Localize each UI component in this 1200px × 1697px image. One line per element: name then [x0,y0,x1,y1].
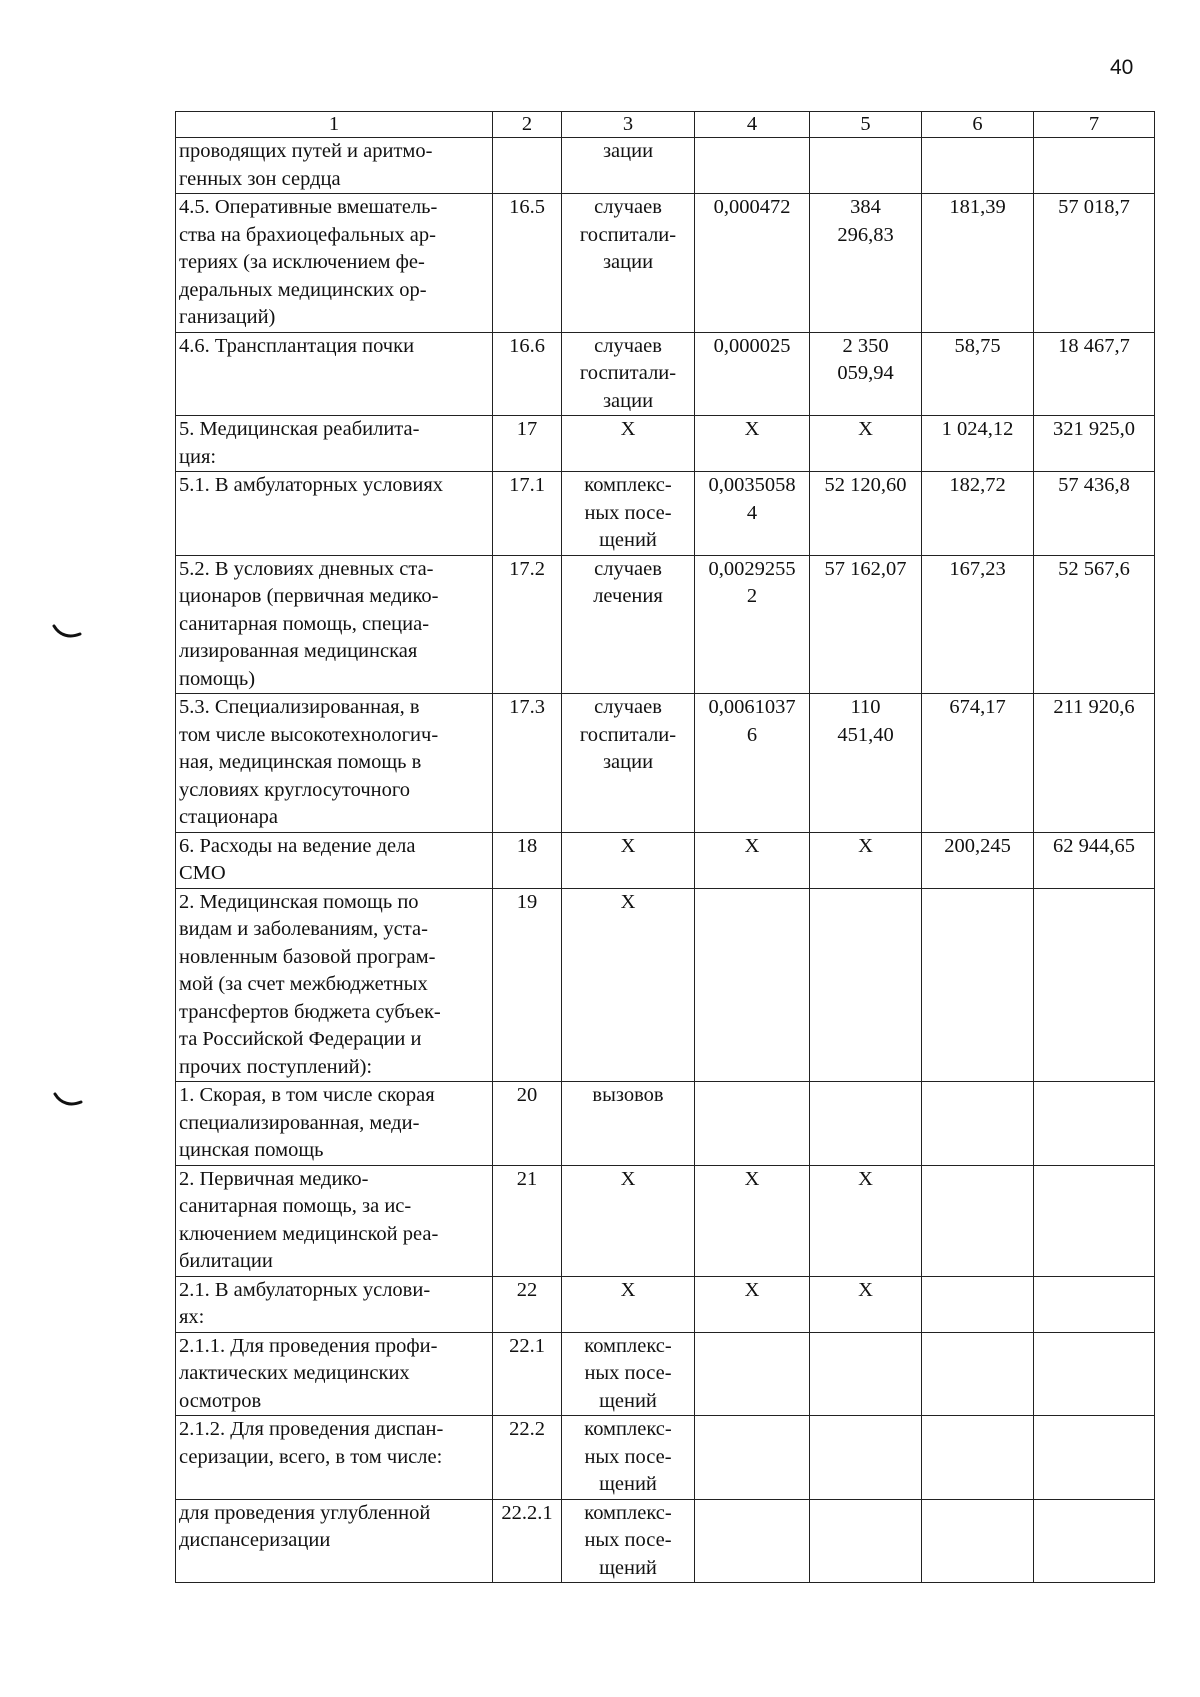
total-cell [1034,1165,1155,1276]
column-header: 1 [176,112,493,138]
row-name-cell: проводящих путей и аритмо- генных зон сердца [176,138,493,194]
cost-norm-cell [810,138,922,194]
column-header: 4 [695,112,810,138]
table-row [176,1499,1155,1583]
unit-cell: X [562,1165,695,1276]
volume-norm-cell: X [695,832,810,888]
row-code-cell: 16.6 [493,332,562,416]
row-code-cell: 19 [493,888,562,1082]
volume-norm-cell: 0,0029255 2 [695,555,810,694]
total-cell: 57 018,7 [1034,194,1155,333]
total-cell: 321 925,0 [1034,416,1155,472]
table-row [176,1082,1155,1166]
per-capita-cell [922,1276,1034,1332]
per-capita-cell: 674,17 [922,694,1034,833]
total-cell [1034,1499,1155,1583]
row-name-cell: 2.1.2. Для проведения диспан- серизации, всего, в том числе: [176,1416,493,1500]
volume-norm-cell [695,1082,810,1166]
total-cell: 18 467,7 [1034,332,1155,416]
volume-norm-cell: 0,0035058 4 [695,472,810,556]
row-name-cell: 2.1. В амбулаторных услови- ях: [176,1276,493,1332]
unit-cell: случаев лечения [562,555,695,694]
unit-cell: комплекс- ных посе- щений [562,1332,695,1416]
volume-norm-cell [695,1416,810,1500]
per-capita-cell: 200,245 [922,832,1034,888]
volume-norm-cell: X [695,1165,810,1276]
total-cell: 57 436,8 [1034,472,1155,556]
unit-cell: зации [562,138,695,194]
table-row [176,694,1155,833]
row-name-cell: 1. Скорая, в том числе скорая специализированная, меди- цинская помощь [176,1082,493,1166]
cost-norm-cell [810,1499,922,1583]
cost-norm-cell: 2 350 059,94 [810,332,922,416]
row-name-cell: для проведения углубленной диспансеризации [176,1499,493,1583]
volume-norm-cell: X [695,1276,810,1332]
row-code-cell: 21 [493,1165,562,1276]
row-code-cell: 22 [493,1276,562,1332]
per-capita-cell [922,138,1034,194]
data-table [175,111,1155,1583]
unit-cell: комплекс- ных посе- щений [562,1499,695,1583]
scan-mark-icon [52,622,82,640]
row-name-cell: 5. Медицинская реабилита- ция: [176,416,493,472]
table-row [176,472,1155,556]
unit-cell: вызовов [562,1082,695,1166]
cost-norm-cell: X [810,1165,922,1276]
unit-cell: X [562,888,695,1082]
row-code-cell: 17.2 [493,555,562,694]
unit-cell: X [562,416,695,472]
per-capita-cell [922,1332,1034,1416]
row-code-cell: 17.3 [493,694,562,833]
cost-norm-cell: 52 120,60 [810,472,922,556]
total-cell [1034,1082,1155,1166]
row-code-cell: 17 [493,416,562,472]
row-name-cell: 6. Расходы на ведение дела СМО [176,832,493,888]
volume-norm-cell: 0,000472 [695,194,810,333]
row-name-cell: 2. Медицинская помощь по видам и заболеваниям, уста- новленным базовой програм- мой (за счет межбюджетных трансфертов бюджета субъек- та Российской Федерации и прочих поступлений): [176,888,493,1082]
unit-cell: X [562,1276,695,1332]
cost-norm-cell: X [810,416,922,472]
cost-norm-cell [810,1082,922,1166]
per-capita-cell: 58,75 [922,332,1034,416]
volume-norm-cell: X [695,416,810,472]
column-header: 6 [922,112,1034,138]
row-code-cell: 20 [493,1082,562,1166]
cost-norm-cell: 57 162,07 [810,555,922,694]
row-code-cell: 18 [493,832,562,888]
row-name-cell: 4.6. Трансплантация почки [176,332,493,416]
total-cell [1034,1416,1155,1500]
cost-norm-cell [810,1332,922,1416]
total-cell [1034,888,1155,1082]
scan-mark-icon [53,1090,83,1108]
table-row [176,555,1155,694]
column-header: 7 [1034,112,1155,138]
table-row [176,332,1155,416]
volume-norm-cell [695,1499,810,1583]
table-row [176,194,1155,333]
table-row [176,1332,1155,1416]
cost-norm-cell: 384 296,83 [810,194,922,333]
total-cell [1034,1332,1155,1416]
table-row [176,416,1155,472]
row-name-cell: 5.2. В условиях дневных ста- ционаров (первичная медико- санитарная помощь, специа- лизированная медицинская помощь) [176,555,493,694]
unit-cell: X [562,832,695,888]
column-header: 3 [562,112,695,138]
volume-norm-cell [695,888,810,1082]
cost-norm-cell [810,888,922,1082]
per-capita-cell [922,888,1034,1082]
total-cell: 62 944,65 [1034,832,1155,888]
row-code-cell [493,138,562,194]
per-capita-cell [922,1416,1034,1500]
cost-norm-cell: X [810,1276,922,1332]
row-name-cell: 2. Первичная медико- санитарная помощь, за ис- ключением медицинской реа- билитации [176,1165,493,1276]
table-row [176,888,1155,1082]
cost-norm-cell: X [810,832,922,888]
unit-cell: комплекс- ных посе- щений [562,472,695,556]
row-code-cell: 22.2 [493,1416,562,1500]
per-capita-cell [922,1082,1034,1166]
table-row [176,1416,1155,1500]
unit-cell: комплекс- ных посе- щений [562,1416,695,1500]
volume-norm-cell: 0,000025 [695,332,810,416]
column-header: 5 [810,112,922,138]
per-capita-cell: 1 024,12 [922,416,1034,472]
row-name-cell: 2.1.1. Для проведения профи- лактических медицинских осмотров [176,1332,493,1416]
row-code-cell: 16.5 [493,194,562,333]
row-name-cell: 5.1. В амбулаторных условиях [176,472,493,556]
volume-norm-cell [695,138,810,194]
total-cell [1034,1276,1155,1332]
per-capita-cell [922,1499,1034,1583]
table-row [176,1276,1155,1332]
row-code-cell: 22.1 [493,1332,562,1416]
row-code-cell: 17.1 [493,472,562,556]
row-name-cell: 4.5. Оперативные вмешатель- ства на брахиоцефальных ар- териях (за исключением фе- деральных медицинских ор- ганизаций) [176,194,493,333]
table-row [176,1165,1155,1276]
cost-norm-cell: 110 451,40 [810,694,922,833]
per-capita-cell: 167,23 [922,555,1034,694]
row-name-cell: 5.3. Специализированная, в том числе высокотехнологич- ная, медицинская помощь в условиях круглосуточного стационара [176,694,493,833]
table-row [176,138,1155,194]
cost-norm-cell [810,1416,922,1500]
total-cell: 52 567,6 [1034,555,1155,694]
per-capita-cell: 182,72 [922,472,1034,556]
table-header-row [176,112,1155,138]
unit-cell: случаев госпитали- зации [562,694,695,833]
row-code-cell: 22.2.1 [493,1499,562,1583]
volume-norm-cell [695,1332,810,1416]
unit-cell: случаев госпитали- зации [562,332,695,416]
unit-cell: случаев госпитали- зации [562,194,695,333]
total-cell [1034,138,1155,194]
table-row [176,832,1155,888]
column-header: 2 [493,112,562,138]
per-capita-cell: 181,39 [922,194,1034,333]
page-number: 40 [1110,56,1134,79]
volume-norm-cell: 0,0061037 6 [695,694,810,833]
total-cell: 211 920,6 [1034,694,1155,833]
per-capita-cell [922,1165,1034,1276]
